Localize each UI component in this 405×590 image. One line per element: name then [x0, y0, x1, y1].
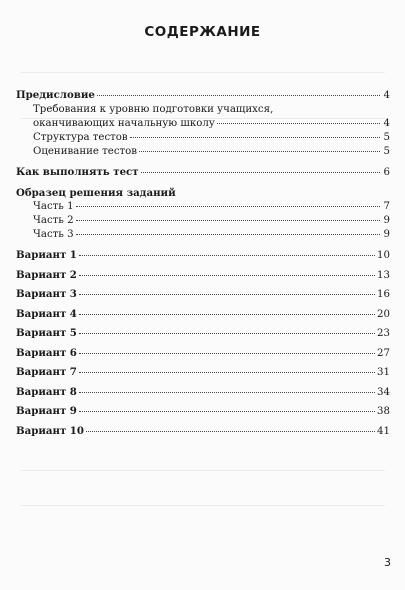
toc-entry-title: Часть 3: [33, 229, 74, 240]
table-of-contents: [16, 89, 390, 438]
dot-leader: [79, 314, 375, 315]
toc-entry-variant[interactable]: [16, 366, 390, 379]
toc-entry-variant[interactable]: [16, 308, 390, 321]
toc-entry-variant[interactable]: [16, 327, 390, 340]
toc-entry-title: оканчивающих начальную школу: [33, 118, 215, 129]
toc-section-title: Образец решения заданий: [16, 187, 176, 199]
dot-leader: [79, 294, 375, 295]
toc-entry-title: Вариант 2: [16, 268, 77, 281]
toc-entry-page: 5: [383, 146, 390, 157]
toc-entry-page: 34: [377, 386, 390, 398]
toc-entry-title: Часть 2: [33, 215, 74, 226]
toc-entry-page: 6: [383, 167, 390, 178]
toc-entry-page: 4: [383, 118, 390, 129]
dot-leader: [79, 392, 375, 393]
dot-leader: [76, 220, 380, 221]
bleed-through-line: [20, 72, 385, 73]
toc-entry-page: 13: [377, 269, 390, 281]
toc-entry-title: Вариант 4: [16, 307, 77, 320]
toc-entry-part[interactable]: [16, 215, 390, 227]
toc-section-sample: [16, 187, 390, 199]
toc-entry-variant[interactable]: [16, 249, 390, 262]
dot-leader: [86, 431, 375, 432]
dot-leader: [79, 372, 375, 373]
toc-entry-page: 9: [383, 229, 390, 240]
toc-entry-structure[interactable]: [16, 132, 390, 144]
toc-entry-how-to[interactable]: [16, 166, 390, 179]
toc-entry-page: 31: [377, 367, 390, 378]
dot-leader: [141, 172, 380, 173]
toc-entry-title: Вариант 10: [16, 424, 84, 437]
toc-entry-variant[interactable]: [16, 288, 390, 301]
toc-entry-part[interactable]: [16, 201, 390, 213]
toc-entry-title: Часть 1: [33, 201, 74, 212]
toc-entry-page: 23: [377, 328, 390, 339]
toc-entry-variant[interactable]: [16, 405, 390, 418]
toc-entry-variant[interactable]: [16, 269, 390, 282]
toc-entry-title: Предисловие: [16, 89, 95, 101]
dot-leader: [79, 333, 375, 334]
dot-leader: [97, 95, 380, 96]
toc-entry-page: 5: [383, 132, 390, 143]
toc-entry-page: 16: [377, 289, 390, 300]
toc-entry-title: Структура тестов: [33, 132, 128, 143]
toc-entry-title: Вариант 8: [16, 385, 77, 398]
toc-entry-requirements[interactable]: [16, 118, 390, 130]
toc-entry-title: Вариант 1: [16, 249, 77, 261]
toc-entry-page: 9: [383, 215, 390, 226]
toc-entry-title: Вариант 7: [16, 366, 77, 378]
bleed-through-line: [20, 470, 385, 471]
toc-entry-page: 41: [377, 425, 390, 437]
dot-leader: [139, 151, 380, 152]
toc-entry-title: Оценивание тестов: [33, 146, 138, 157]
toc-entry-page: 4: [383, 90, 390, 101]
toc-entry-requirements-line1: Требования к уровню подготовки учащихся,: [33, 104, 274, 115]
dot-leader: [79, 255, 375, 256]
toc-entry-page: 38: [377, 406, 390, 417]
dot-leader: [79, 353, 375, 354]
toc-entry-page: 7: [383, 201, 390, 212]
toc-entry-title: Как выполнять тест: [16, 166, 139, 178]
toc-entry-title: Вариант 9: [16, 405, 77, 417]
dot-leader: [76, 234, 380, 235]
toc-entry-page: 20: [377, 308, 390, 320]
toc-entry-variant[interactable]: [16, 386, 390, 399]
dot-leader: [130, 137, 380, 138]
dot-leader: [76, 206, 380, 207]
toc-entry-title: Вариант 3: [16, 288, 77, 300]
dot-leader: [217, 123, 380, 124]
toc-entry-evaluation[interactable]: [16, 146, 390, 158]
toc-entry-variant[interactable]: [16, 347, 390, 360]
bleed-through-line: [20, 505, 385, 506]
toc-entry-title: Вариант 6: [16, 346, 77, 359]
page-number: 3: [384, 556, 391, 569]
toc-entry-page: 10: [377, 250, 390, 261]
dot-leader: [79, 275, 375, 276]
toc-entry-page: 27: [377, 347, 390, 359]
toc-entry-variant[interactable]: [16, 425, 390, 438]
toc-entry-part[interactable]: [16, 229, 390, 241]
page-title: СОДЕРЖАНИЕ: [144, 24, 261, 40]
toc-entry-title: Вариант 5: [16, 327, 77, 339]
toc-entry-preface[interactable]: [16, 89, 390, 102]
dot-leader: [79, 411, 375, 412]
